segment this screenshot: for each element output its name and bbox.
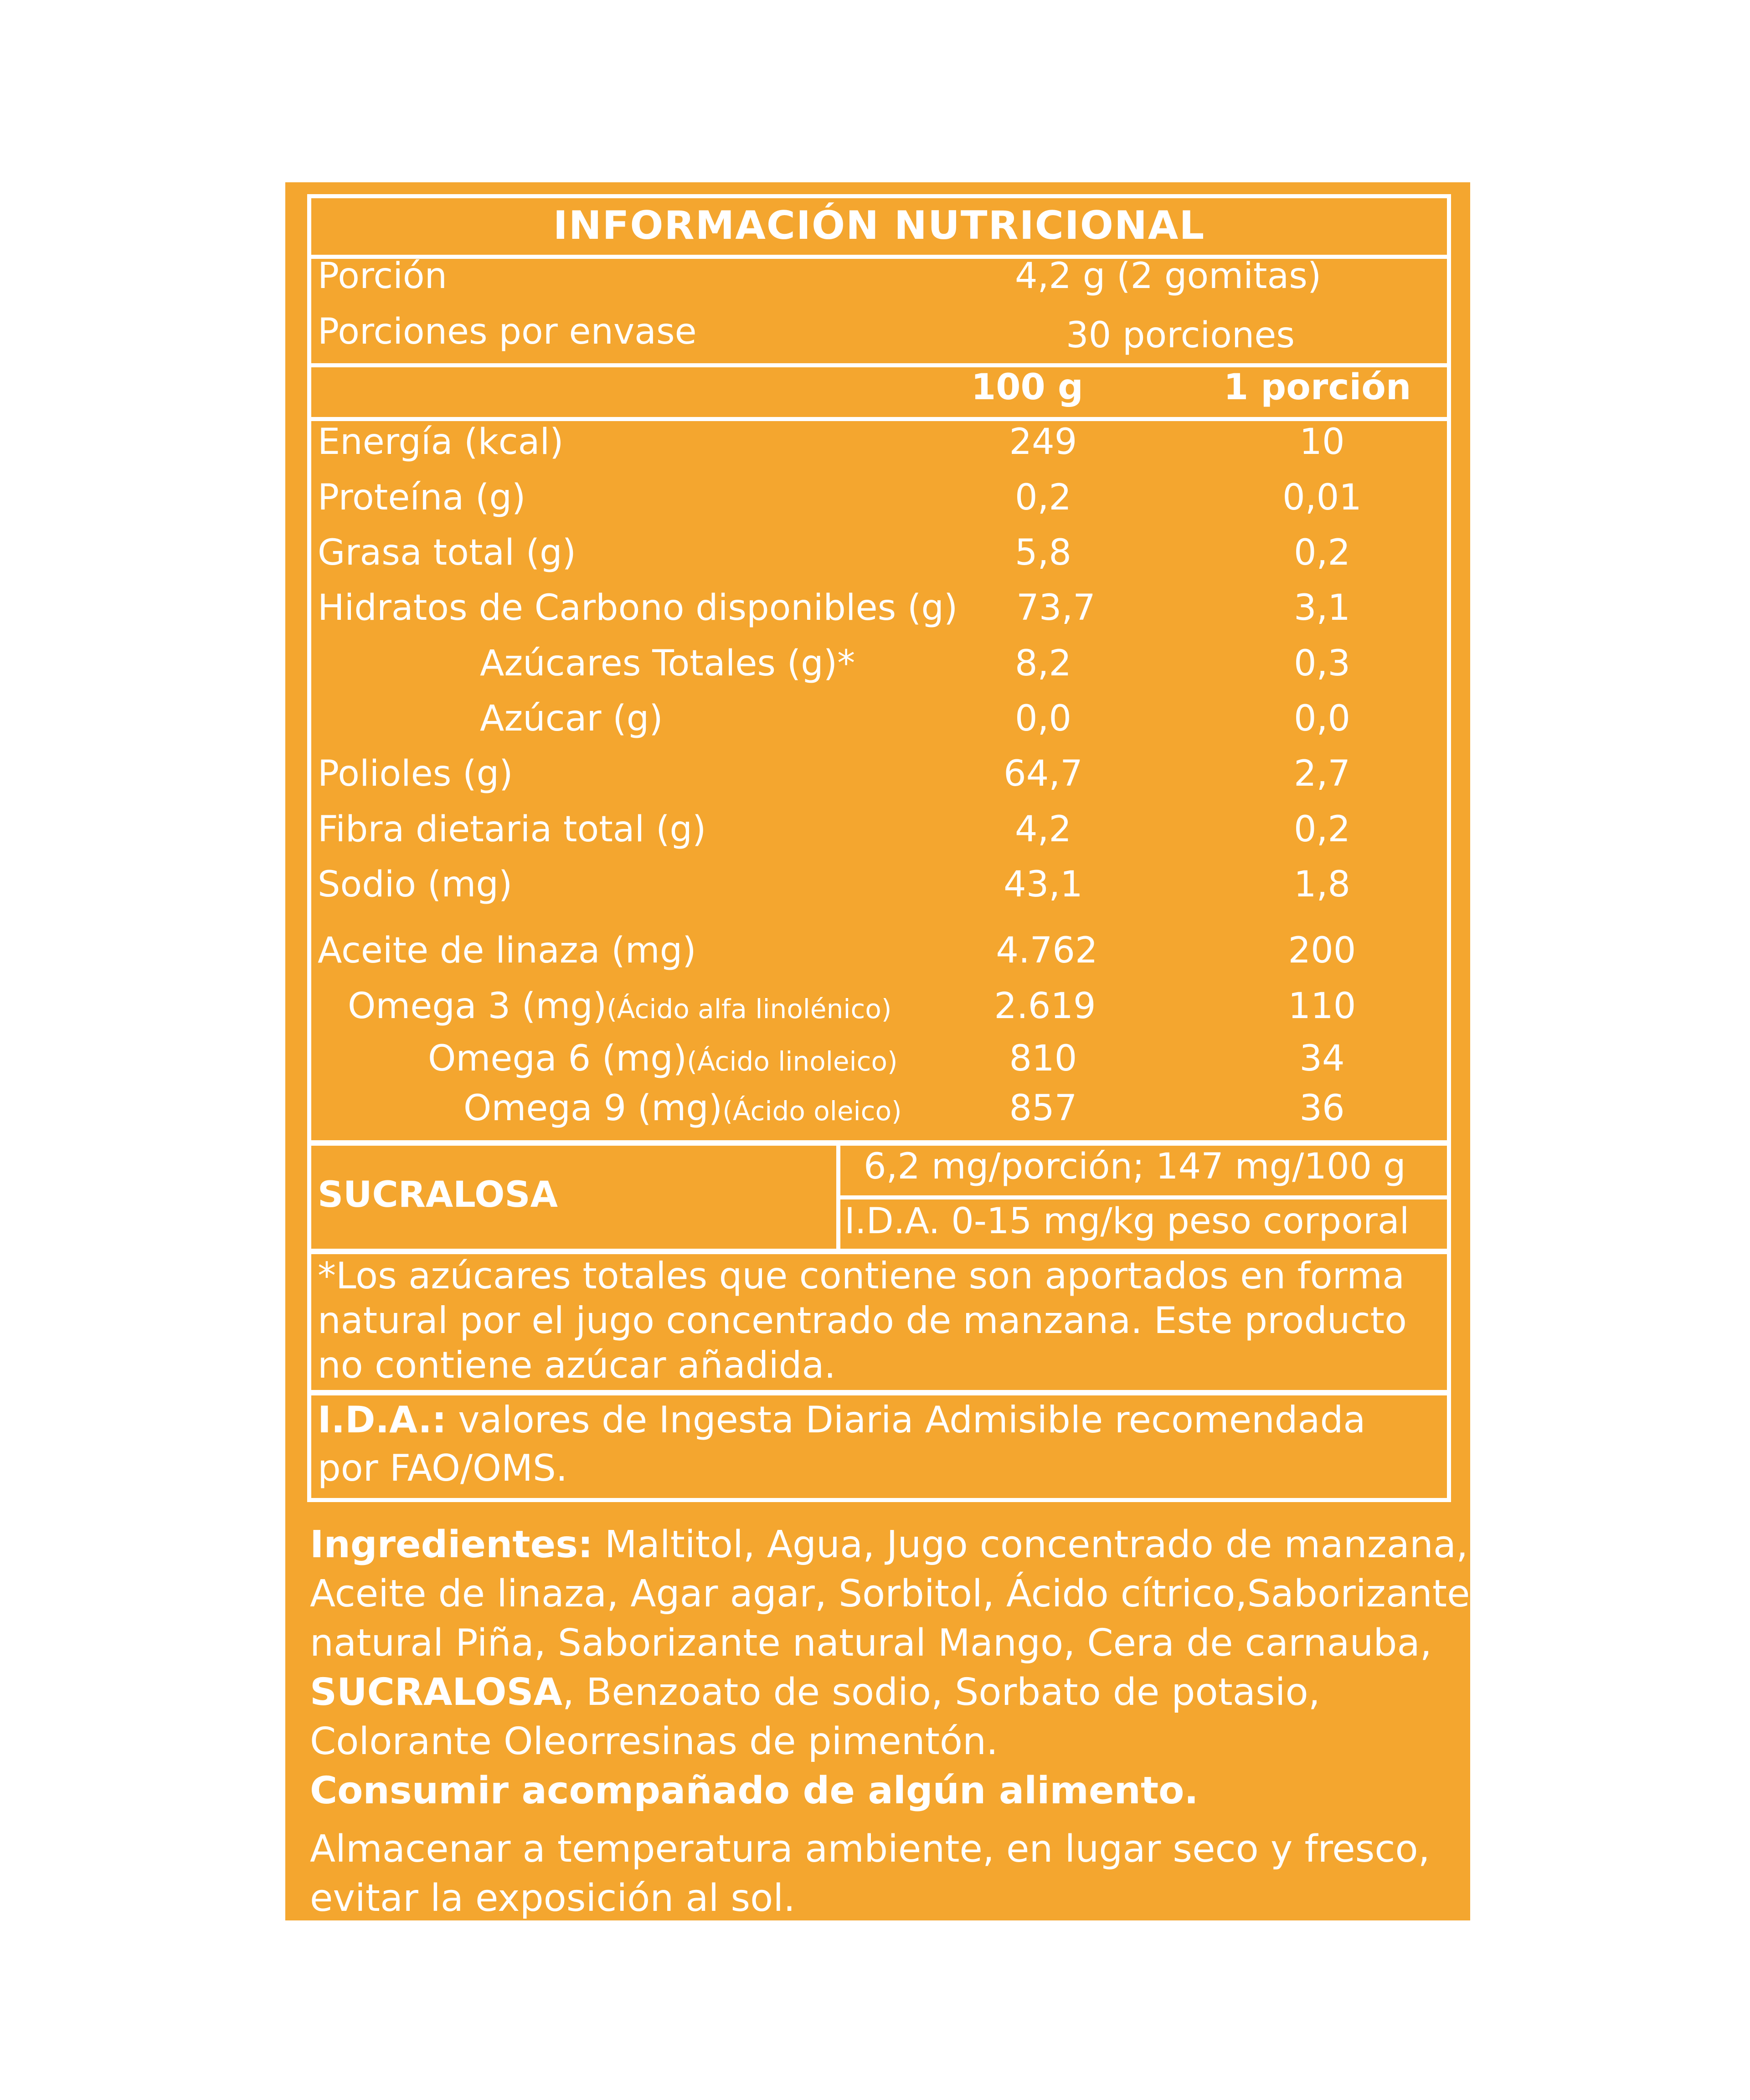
- nutrient-name-omega-9: [463, 1088, 902, 1129]
- nutrition-table: [307, 194, 1451, 1146]
- sugar-footnote-box: [307, 1249, 1451, 1395]
- nutrient-value-100g: 5,8: [1014, 532, 1072, 573]
- nutrient-value-portion: 0,2: [1293, 809, 1351, 850]
- servings-per-container-label: Porciones por envase: [318, 311, 697, 352]
- nutrient-name: Omega 6 (mg): [428, 1038, 687, 1079]
- sucralosa-ida: I.D.A. 0-15 mg/kg peso corporal: [844, 1201, 1410, 1242]
- nutrient-value-100g: 64,7: [1004, 753, 1083, 794]
- nutrient-value-100g: 73,7: [1016, 587, 1096, 628]
- nutrient-value-portion: 110: [1288, 986, 1356, 1027]
- nutrient-value-100g: 0,0: [1014, 698, 1072, 739]
- ida-note-text: valores de Ingesta Diaria Admisible recomendada: [446, 1399, 1366, 1441]
- ida-note-text: por FAO/OMS.: [318, 1447, 568, 1489]
- nutrient-value-portion: 10: [1299, 422, 1345, 463]
- ingredients-text: Maltitol, Agua, Jugo concentrado de manzana,: [592, 1523, 1468, 1566]
- nutrient-name: Polioles (g): [318, 753, 513, 794]
- column-header-100g: 100 g: [971, 367, 1083, 408]
- nutrient-value-portion: 3,1: [1293, 587, 1351, 628]
- nutrient-value-100g: 8,2: [1014, 643, 1072, 684]
- nutrient-name: Hidratos de Carbono disponibles (g): [318, 587, 958, 628]
- nutrition-title: INFORMACIÓN NUTRICIONAL: [553, 203, 1205, 248]
- sucralosa-label: SUCRALOSA: [318, 1174, 558, 1215]
- sugar-footnote: [318, 1254, 1407, 1388]
- nutrient-name-omega-6: [428, 1038, 898, 1079]
- nutrient-value-portion: 2,7: [1293, 753, 1351, 794]
- divider: [311, 417, 1447, 421]
- ingredients-text: , Benzoato de sodio, Sorbato de potasio,: [562, 1671, 1320, 1714]
- sucralosa-box: [307, 1140, 1451, 1254]
- nutrient-value-100g: 0,2: [1014, 477, 1072, 518]
- ida-note-box: [307, 1390, 1451, 1502]
- ingredients-label: Ingredientes:: [310, 1523, 593, 1566]
- ingredients: [310, 1520, 1470, 1766]
- footnote-line: *Los azúcares totales que contiene son aportados en forma: [318, 1255, 1405, 1297]
- ida-note-label: I.D.A.:: [318, 1399, 447, 1441]
- consume-note: Consumir acompañado de algún alimento.: [310, 1769, 1199, 1812]
- nutrient-value-100g: 43,1: [1004, 864, 1083, 905]
- ingredients-sucralosa: SUCRALOSA: [310, 1671, 562, 1714]
- serving-value: 4,2 g (2 gomitas): [1015, 256, 1322, 297]
- ingredients-text: Colorante Oleorresinas de pimentón.: [310, 1720, 999, 1763]
- storage-line: Almacenar a temperatura ambiente, en lugar seco y fresco,: [310, 1827, 1430, 1871]
- nutrient-value-100g: 857: [1009, 1088, 1077, 1129]
- storage-instructions: [310, 1825, 1430, 1923]
- ingredients-text: Aceite de linaza, Agar agar, Sorbitol, Ácido cítrico,Saborizante: [310, 1572, 1470, 1616]
- footnote-line: natural por el jugo concentrado de manzana. Este producto: [318, 1299, 1407, 1342]
- nutrient-value-portion: 0,2: [1293, 532, 1351, 573]
- nutrient-value-portion: 36: [1299, 1088, 1345, 1129]
- nutrient-name: Energía (kcal): [318, 422, 564, 463]
- ida-note: [318, 1396, 1365, 1493]
- nutrient-value-100g: 249: [1009, 422, 1077, 463]
- nutrient-name: Fibra dietaria total (g): [318, 809, 706, 850]
- nutrient-name-omega-3: [348, 986, 891, 1027]
- servings-per-container-value: 30 porciones: [1066, 315, 1295, 356]
- nutrient-name: Omega 3 (mg): [348, 986, 607, 1027]
- sucralosa-amount: 6,2 mg/porción; 147 mg/100 g: [864, 1146, 1406, 1187]
- nutrient-name: Sodio (mg): [318, 864, 513, 905]
- nutrient-value-portion: 0,01: [1282, 477, 1362, 518]
- nutrient-name: Grasa total (g): [318, 532, 576, 573]
- nutrient-value-100g: 4.762: [996, 930, 1098, 971]
- nutrient-value-portion: 0,3: [1293, 643, 1351, 684]
- nutrient-name: Omega 9 (mg): [463, 1088, 723, 1129]
- nutrient-value-100g: 2.619: [994, 986, 1096, 1027]
- nutrient-value-portion: 0,0: [1293, 698, 1351, 739]
- nutrient-value-portion: 34: [1299, 1038, 1345, 1079]
- storage-line: evitar la exposición al sol.: [310, 1877, 796, 1920]
- nutrient-value-portion: 1,8: [1293, 864, 1351, 905]
- nutrient-value-100g: 4,2: [1014, 809, 1072, 850]
- nutrient-value-portion: 200: [1288, 930, 1356, 971]
- nutrient-name: Proteína (g): [318, 477, 526, 518]
- nutrient-note: (Ácido linoleico): [687, 1046, 898, 1077]
- serving-label: Porción: [318, 256, 448, 297]
- nutrient-name: Azúcar (g): [480, 698, 663, 739]
- footnote-line: no contiene azúcar añadida.: [318, 1344, 836, 1386]
- nutrient-note: (Ácido alfa linolénico): [607, 993, 892, 1024]
- nutrient-name: Aceite de linaza (mg): [318, 930, 696, 971]
- nutrient-value-100g: 810: [1009, 1038, 1077, 1079]
- column-header-portion: 1 porción: [1224, 367, 1411, 408]
- divider: [836, 1195, 1447, 1199]
- nutrition-label-panel: [285, 182, 1470, 1920]
- nutrient-name: Azúcares Totales (g)*: [480, 643, 855, 684]
- nutrient-note: (Ácido oleico): [722, 1096, 902, 1127]
- ingredients-text: natural Piña, Saborizante natural Mango, Cera de carnauba,: [310, 1621, 1432, 1665]
